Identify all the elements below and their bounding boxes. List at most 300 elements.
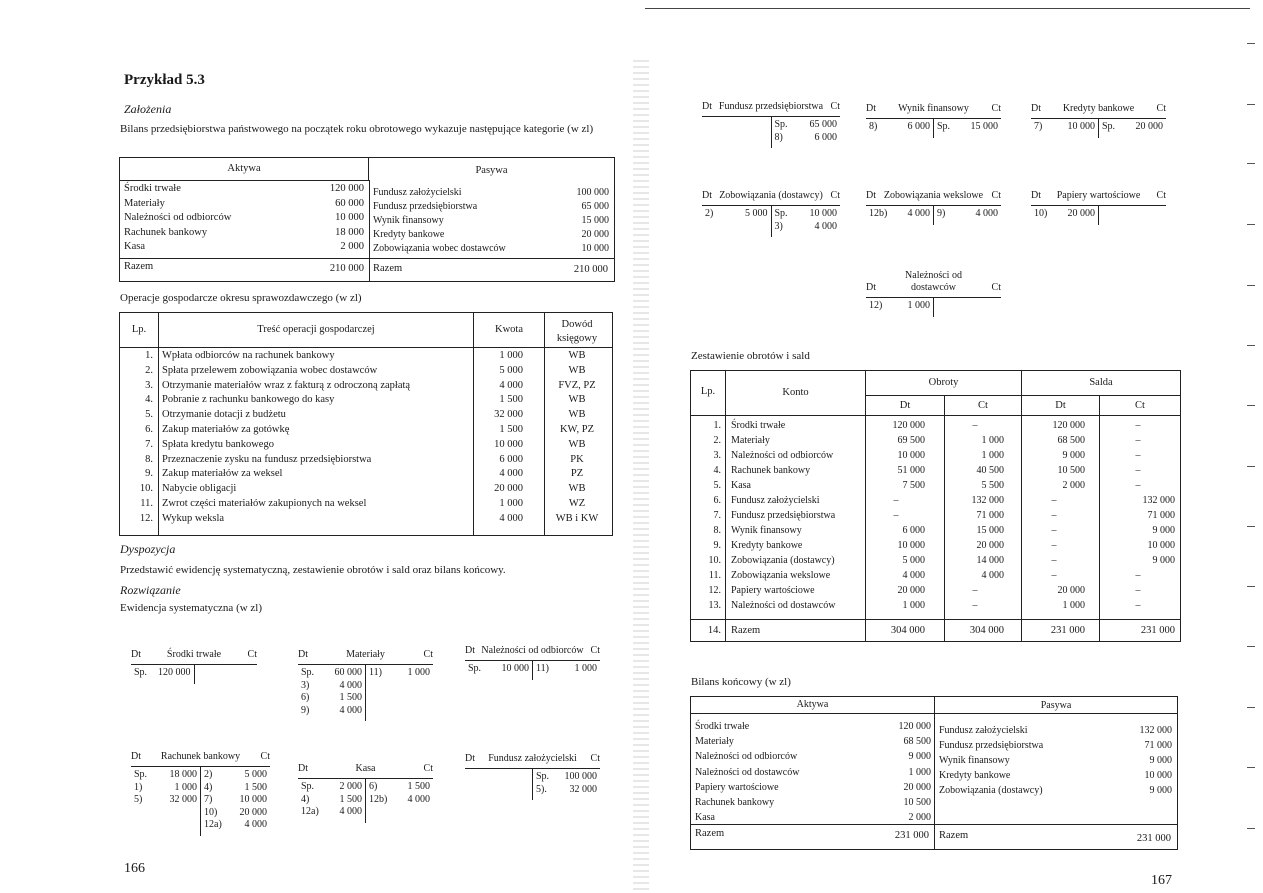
balance-row <box>939 768 1172 783</box>
op-dowod: KW, PZ <box>559 423 595 435</box>
section-zalozenia: Założenia <box>124 102 172 116</box>
tacc-dt-label: Dt <box>702 190 712 201</box>
tacc-entry-amount: 10 000 <box>501 663 529 674</box>
balance-row <box>373 228 609 242</box>
tacc-credit-side <box>201 767 270 836</box>
op-header-kwota: Kwota <box>495 324 523 335</box>
balance-item-name: Rachunek bankowy <box>695 797 775 809</box>
tacc-entry-amount: 5 000 <box>244 769 267 780</box>
balance-item-value: 10 000 <box>581 243 609 254</box>
balance-item-value: 2 000 <box>340 241 364 252</box>
tacc-entry-amount: 1 500 <box>407 781 430 792</box>
zest-cell: 9 000 <box>1152 525 1175 536</box>
tacc-body <box>298 665 433 721</box>
tacc-name: Materiały <box>346 649 385 660</box>
zest-cell: – <box>1135 600 1141 611</box>
tacc-debit-side <box>1031 206 1099 225</box>
tacc-entry-ref: 3) <box>774 220 783 232</box>
tacc-entry <box>204 819 267 832</box>
zest-cell: 10 000 <box>897 450 925 461</box>
zest-header-obroty: Obroty <box>928 377 959 388</box>
tacc-entry-amount: 4 000 <box>407 793 430 805</box>
razem-aktywa: 210 000 <box>329 263 364 274</box>
zest-cell: 20 000 <box>1057 585 1085 596</box>
op-lp: 6. <box>145 423 153 435</box>
tacc-body <box>131 665 257 684</box>
edge-mark <box>1247 828 1255 829</box>
closing-razem-label: Razem <box>695 828 725 839</box>
tacc-entry-ref: Sp. <box>301 667 315 678</box>
tacc-header <box>465 628 600 661</box>
zest-cell: 1. <box>713 420 721 431</box>
tacc-entry-ref: 1) <box>134 781 143 793</box>
tacc-credit-side <box>1099 206 1166 225</box>
balance-row <box>695 765 931 780</box>
tacc-naleznosci-dostawcow <box>866 265 1001 317</box>
tacc-entry-ref: 10) <box>1034 208 1048 219</box>
tacc-header <box>702 173 840 206</box>
tacc-rachunek-bankowy <box>131 734 270 836</box>
op-dowod: WB <box>568 409 586 421</box>
tacc-credit-side <box>195 665 258 684</box>
tacc-entry-ref: 8) <box>774 131 783 143</box>
closing-aktywa-header: Aktywa <box>796 699 829 710</box>
zestawienie-row <box>691 420 1180 435</box>
tacc-entry <box>204 782 267 795</box>
tacc-dt-label: Dt <box>866 103 876 114</box>
tacc-entry <box>134 794 197 807</box>
tacc-entry-ref: Sp. <box>301 781 315 792</box>
op-header-dowod: Dowód księgowy <box>556 319 598 344</box>
zest-obroty-ct: Ct <box>978 400 988 411</box>
tacc-name: Papiery wartościowe <box>1056 190 1141 201</box>
op-dowod: WB <box>568 483 586 495</box>
zestawienie-row <box>691 465 1180 480</box>
tacc-name: Fundusz przedsiębiorstwa <box>718 101 824 112</box>
tacc-entry-amount: 20 000 <box>1067 208 1095 219</box>
tacc-entry-ref: 2) <box>204 769 213 780</box>
tacc-entry <box>1034 121 1095 134</box>
tacc-entry-amount: 1 500 <box>339 692 362 703</box>
tacc-entry-ref: 12b) <box>369 793 388 805</box>
balance-item-name: Wynik finansowy <box>939 755 1010 766</box>
zest-cell: Kasa <box>731 480 751 491</box>
tacc-srodki-trwale <box>131 632 257 684</box>
tacc-entry <box>301 692 362 705</box>
tacc-zobowiazania-wekslowe <box>866 173 1001 225</box>
tacc-entry <box>536 663 597 676</box>
zest-cell: 3. <box>713 450 721 461</box>
tacc-entry <box>301 794 362 807</box>
tacc-entry-amount: 1 500 <box>339 793 362 805</box>
tacc-entry-amount: 4 000 <box>339 679 362 691</box>
balance-item-value: 9 000 <box>908 751 931 763</box>
operation-row <box>120 439 612 454</box>
balance-row <box>695 719 931 734</box>
tacc-entry-ref: 6) <box>301 692 310 703</box>
tacc-entry-amount: 4 000 <box>814 220 837 232</box>
operations-rows <box>120 350 612 528</box>
tacc-entry-amount: 2 000 <box>339 781 362 792</box>
balance-row <box>695 749 931 764</box>
zest-cell: 40 500 <box>976 465 1004 476</box>
zest-cell: 9. <box>713 540 721 551</box>
op-dowod: FVZ, PZ <box>558 379 596 391</box>
tacc-credit-side <box>1099 119 1166 138</box>
tacc-debit-side <box>298 779 366 823</box>
edge-mark <box>1247 405 1255 406</box>
zest-total-cell: 231 000 <box>1140 625 1175 636</box>
tacc-credit-side <box>533 769 600 800</box>
op-kwota: 4 000 <box>499 379 523 391</box>
tacc-name: Środki trwałe <box>166 649 222 660</box>
tacc-ct-label: Ct <box>830 101 840 112</box>
zest-cell: 9 000 <box>1062 450 1085 461</box>
balance-row <box>124 226 364 241</box>
zest-cell: 11. <box>708 570 721 581</box>
op-kwota: 4 000 <box>499 468 523 480</box>
tacc-debit-side <box>131 665 195 684</box>
tacc-name: Zobowiązania wekslowe <box>883 190 984 201</box>
balance-item-name: Należności od odbiorców <box>695 751 798 763</box>
tacc-entry-amount: 65 000 <box>809 119 837 130</box>
edge-mark <box>1247 646 1255 647</box>
closing-razem-pasywa: 231 000 <box>1136 833 1171 844</box>
op-lp: 4. <box>145 394 153 406</box>
zest-cell: 71 000 <box>1147 510 1175 521</box>
tacc-body <box>866 298 1001 317</box>
tacc-entry <box>536 784 597 797</box>
page-number-right: 167 <box>1151 873 1172 888</box>
zest-cell: – <box>1135 570 1141 581</box>
ewidencja-title: Ewidencja systematyczna (w zl) <box>120 602 263 614</box>
edge-mark <box>1247 345 1255 346</box>
zest-cell: Należności od dostawców <box>731 600 836 611</box>
zest-cell: 10. <box>708 555 721 566</box>
tacc-entry-ref: 3) <box>301 679 310 691</box>
tacc-entry-ref: 11) <box>536 663 549 674</box>
zest-cell: 120 000 <box>892 420 925 431</box>
dyspozycja-text: Przedstawić ewidencję systematyczną, zestawienie obrotów i sald oraz bilans końcowy. <box>120 564 506 576</box>
op-kwota: 20 000 <box>494 483 523 495</box>
tacc-header <box>866 86 1001 119</box>
tacc-entry <box>301 781 362 794</box>
tacc-entry <box>937 208 998 221</box>
tacc-entry-ref: Sp. <box>1102 121 1116 132</box>
tacc-name: Kasa <box>355 763 376 774</box>
edge-mark <box>1247 163 1255 164</box>
zest-cell: – <box>1051 495 1057 506</box>
tacc-entry-ref: 12) <box>869 300 883 311</box>
op-lp: 5. <box>145 409 153 421</box>
tacc-body <box>298 779 433 823</box>
balance-item-value: 18 000 <box>335 226 364 238</box>
tacc-entry-ref: 12a) <box>204 819 222 830</box>
tacc-zobowiazania-dostawcy <box>702 173 840 237</box>
op-dowod: WB i KW <box>555 512 599 524</box>
tacc-entry-amount: 4 000 <box>244 819 267 830</box>
tacc-entry-ref: Sp. <box>536 771 550 782</box>
tacc-dt-label: Dt <box>298 649 308 660</box>
tacc-entry-amount: 4 000 <box>339 806 362 817</box>
tacc-dt-label: Dt <box>131 649 141 660</box>
op-header-tresc: Treść operacji gospodarczej <box>257 324 375 335</box>
tacc-entry <box>369 781 430 794</box>
tacc-entry <box>775 208 838 221</box>
tacc-entry-amount: 4 000 <box>339 704 362 716</box>
zest-cell: 6 000 <box>902 525 925 536</box>
zest-cell: 132 000 <box>1142 495 1175 506</box>
balance-row <box>373 200 609 214</box>
operation-row <box>120 498 612 513</box>
balance-row <box>124 211 364 226</box>
balance-item-value: 1 000 <box>908 766 931 778</box>
balance-item-name: Należności od odbiorców <box>124 212 232 223</box>
op-dowod: PK <box>570 453 584 465</box>
zest-cell: 9 000 <box>1152 555 1175 566</box>
closing-pasywa-header: Pasywa <box>1040 700 1072 711</box>
tacc-entry <box>869 208 930 221</box>
tacc-fundusz-zalozycielski <box>465 736 600 800</box>
tacc-debit-side <box>1031 119 1099 138</box>
tacc-entry-amount: 120 000 <box>158 667 191 678</box>
operation-row <box>120 350 612 365</box>
zest-total-cell: 304 000 <box>969 625 1004 636</box>
tacc-credit-side <box>772 117 841 148</box>
tacc-entry <box>134 667 191 680</box>
balance-item-value: 9 000 <box>1149 755 1172 766</box>
op-tresc: Zakup materiałów za gotówkę <box>162 423 290 435</box>
zest-cell: – <box>1051 570 1057 581</box>
balance-item-value: 9 000 <box>1149 785 1172 796</box>
balance-row <box>939 738 1172 753</box>
balance-item-value: 100 000 <box>576 187 609 198</box>
balance-item-value: 65 000 <box>581 201 609 212</box>
tacc-body <box>866 206 1001 225</box>
balance-row <box>124 182 364 197</box>
zest-cell: 10 000 <box>897 540 925 551</box>
tacc-name: Należności od odbiorców <box>481 645 584 656</box>
zestawienie-rows <box>691 420 1180 615</box>
balance-item-value: 71 000 <box>1144 740 1172 751</box>
tacc-entry-ref: Sp. <box>774 208 788 219</box>
tacc-entry-ref: 9) <box>301 704 310 716</box>
tacc-entry-ref: 12b) <box>869 208 888 219</box>
op-tresc: Zwrot części materiałów zakupionych na weksel <box>162 497 367 509</box>
op-kwota: 32 000 <box>494 409 523 421</box>
tacc-name: Wynik finansowy <box>898 103 969 114</box>
op-tresc: Zakup materiałów za weksel <box>162 468 283 480</box>
op-kwota: 1 500 <box>499 423 523 435</box>
zest-cell: – <box>1135 420 1141 431</box>
zest-cell: 20 000 <box>897 585 925 596</box>
tacc-name: Fundusz założycielski <box>488 753 577 764</box>
balance-item-value: 132 000 <box>1139 725 1172 736</box>
op-tresc: Spłata przelewem zobowiązania wobec dostawców <box>162 364 378 376</box>
zestawienie-row <box>691 585 1180 600</box>
zest-cell: Środki trwałe <box>731 420 786 431</box>
tacc-entry-ref: 7) <box>1034 121 1043 132</box>
tacc-entry-ref: 7) <box>204 794 213 805</box>
zest-cell: Kredyty bankowe <box>731 540 803 551</box>
tacc-entry-amount: 1 000 <box>407 667 430 678</box>
tacc-entry <box>204 807 267 820</box>
balance-item-name: Materiały <box>695 736 734 748</box>
tacc-debit-side <box>702 206 772 237</box>
tacc-credit-side <box>366 665 433 721</box>
tacc-materialy <box>298 632 433 721</box>
op-kwota: 1 500 <box>499 394 523 406</box>
zestawienie-row <box>691 555 1180 570</box>
zest-cell: – <box>972 600 978 611</box>
tacc-header <box>702 84 840 117</box>
zestawienie-table <box>690 370 1181 642</box>
tacc-entry-ref: 11) <box>369 667 382 678</box>
zest-cell: 14 000 <box>976 555 1004 566</box>
operation-row <box>120 483 612 498</box>
tacc-ct-label: Ct <box>830 190 840 201</box>
tacc-header <box>866 173 1001 206</box>
tacc-header <box>298 746 433 779</box>
tacc-entry-ref: 5) <box>134 794 143 805</box>
tacc-entry-ref: 9) <box>937 208 946 219</box>
tacc-body <box>131 767 270 836</box>
op-tresc: Pobranie z rachunku bankowego do kasy <box>162 394 335 406</box>
operation-row <box>120 468 612 483</box>
op-lp: 7. <box>145 438 153 450</box>
zest-cell: – <box>1051 525 1057 536</box>
tacc-header <box>866 265 1001 298</box>
zest-cell: Zobowiązania (dostawcy) <box>731 555 835 566</box>
tacc-entry <box>536 771 597 784</box>
tacc-entry-ref: 8) <box>869 121 878 132</box>
tacc-entry <box>869 300 930 313</box>
tacc-credit-side <box>366 779 433 823</box>
tacc-header <box>1031 173 1166 206</box>
tacc-naleznosci-odbiorcow <box>465 628 600 680</box>
tacc-entry-ref: Sp. <box>134 667 148 678</box>
zest-cell: 12. <box>708 585 721 596</box>
zestawienie-row <box>691 570 1180 585</box>
tacc-ct-label: Ct <box>590 645 600 656</box>
tacc-entry <box>369 667 430 680</box>
zest-cell: 5 000 <box>902 555 925 566</box>
zest-cell: 1 000 <box>902 600 925 611</box>
zest-cell: Fundusz przedsiębiorstwa <box>731 510 836 521</box>
tacc-body <box>465 769 600 800</box>
tacc-header <box>465 736 600 769</box>
balance-item-name: Środki trwałe <box>124 183 181 194</box>
tacc-entry-amount: 1 000 <box>174 781 197 793</box>
tacc-dt-label: Dt <box>702 101 712 112</box>
tacc-ct-label: Ct <box>1156 103 1166 114</box>
tacc-kredyty-bankowe <box>1031 86 1166 138</box>
tacc-credit-side <box>934 119 1001 138</box>
zestawienie-row <box>691 600 1180 615</box>
page-number-left: 166 <box>124 861 145 876</box>
zest-cell: – <box>1135 435 1141 446</box>
zest-cell: Fundusz założycielski <box>731 495 820 506</box>
tacc-debit-side <box>298 665 366 721</box>
tacc-entry-amount: 32 000 <box>169 794 197 805</box>
zest-header-konto: Konto <box>782 387 809 398</box>
tacc-header <box>131 734 270 767</box>
bilans-koncowy-title: Bilans końcowy (w zl) <box>691 676 791 688</box>
opening-balance-table <box>119 157 615 282</box>
zestawienie-row <box>691 480 1180 495</box>
operation-row <box>120 424 612 439</box>
balance-item-value: 20 000 <box>581 229 609 240</box>
tacc-ct-label: Ct <box>260 751 270 762</box>
op-tresc: Wykup weksla <box>162 512 225 524</box>
edge-mark <box>1247 526 1255 527</box>
tacc-debit-side <box>866 206 934 225</box>
tacc-body <box>866 119 1001 138</box>
tacc-fundusz-przedsiebiorstwa <box>702 84 840 148</box>
tacc-body <box>1031 119 1166 138</box>
op-kwota: 10 000 <box>494 438 523 450</box>
balance-row <box>695 734 931 749</box>
tacc-entry <box>1034 208 1095 221</box>
tacc-credit-side <box>934 206 1001 225</box>
zest-cell: 120 000 <box>1052 420 1085 431</box>
zestawienie-row <box>691 525 1180 540</box>
tacc-entry-ref: Sp. <box>468 663 482 674</box>
tacc-entry-ref: 4) <box>204 781 213 793</box>
balance-item-value: 10 000 <box>335 212 364 223</box>
tacc-entry-amount: 5 000 <box>745 208 768 219</box>
zest-total-cell: Razem <box>731 625 761 636</box>
aktywa-header: Aktywa <box>120 158 369 181</box>
edge-mark <box>1247 586 1255 587</box>
tacc-ct-label: Ct <box>423 763 433 774</box>
top-edge-line <box>645 8 1250 9</box>
tacc-entry-ref: Sp. <box>774 119 788 130</box>
op-header-lp: Lp. <box>131 324 147 335</box>
op-lp: 3. <box>145 379 153 391</box>
tacc-entry <box>937 121 998 134</box>
zest-cell: 71 000 <box>976 510 1004 521</box>
balance-item-name: Materiały <box>124 197 165 209</box>
zest-cell: – <box>1135 585 1141 596</box>
tacc-entry-amount: 1 000 <box>907 300 930 311</box>
operation-row <box>120 454 612 469</box>
balance-item-name: Rachunek bankowy <box>124 226 208 238</box>
zest-cell: 132 000 <box>971 495 1004 506</box>
tacc-ct-label: Ct <box>991 282 1001 293</box>
zest-cell: 8. <box>713 525 721 536</box>
balance-item-value: 15 000 <box>581 215 609 226</box>
operation-row <box>120 380 612 395</box>
tacc-debit-side <box>866 119 934 138</box>
tacc-entry-amount: 20 000 <box>1135 121 1163 132</box>
zest-cell: 4 000 <box>981 570 1004 581</box>
tacc-entry <box>301 705 362 718</box>
balance-item-value: 2 000 <box>908 812 931 824</box>
tacc-header <box>1031 86 1166 119</box>
tacc-name: Rachunek bankowy <box>160 751 241 762</box>
zest-cell: 69 500 <box>897 435 925 446</box>
tacc-body <box>702 206 840 237</box>
tacc-kasa <box>298 746 433 823</box>
closing-balance-table <box>690 696 1178 850</box>
intro-text: Bilans przedsiębiorstwa państwowego na początek roku obrotowego wykazuje następujące kategorie (w zl) <box>120 123 594 135</box>
op-kwota: 6 000 <box>499 453 523 465</box>
aktywa-list <box>124 182 364 255</box>
pasywa-header: Pasywa <box>475 165 508 176</box>
operacje-title: Operacje gospodarcze okresu sprawozdawczego (w zl) <box>120 292 362 304</box>
balance-row <box>124 240 364 255</box>
